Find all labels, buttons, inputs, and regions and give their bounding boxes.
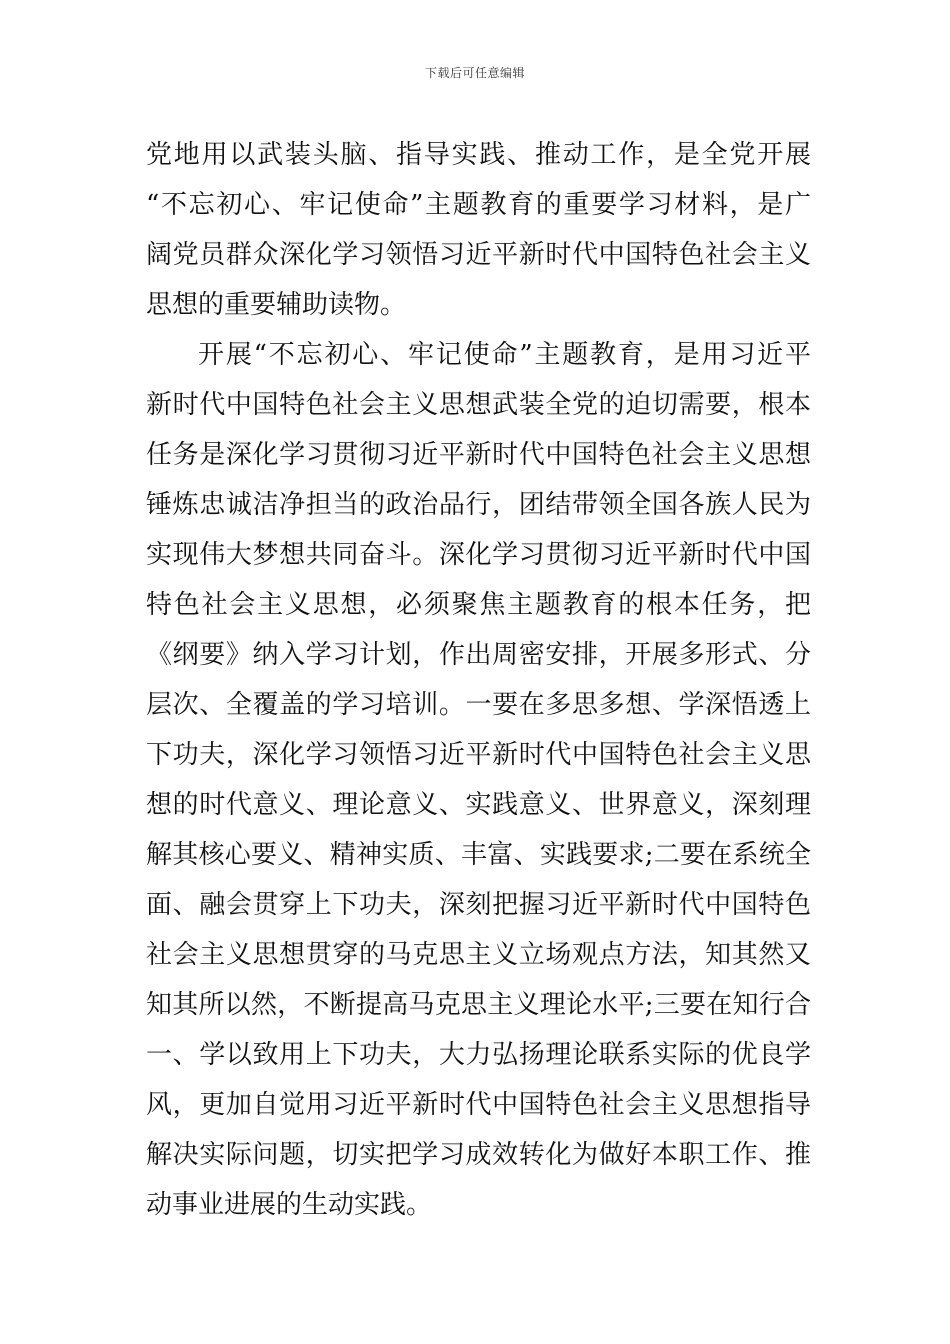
paragraph-1: [146, 130, 811, 330]
text-line: 解决实际问题，切实把学习成效转化为做好本职工作、推: [146, 1140, 811, 1170]
text-line: 层次、全覆盖的学习培训。一要在多思多想、学深悟透上: [146, 690, 811, 720]
text-line: 党地用以武装头脑、指导实践、推动工作，是全党开展: [146, 140, 811, 170]
document-body: [146, 130, 811, 1230]
text-line: 思想的重要辅助读物。: [146, 290, 407, 320]
text-line: 开展“不忘初心、牢记使命”主题教育，是用习近平: [198, 340, 811, 370]
text-line: 任务是深化学习贯彻习近平新时代中国特色社会主义思想: [146, 440, 811, 470]
text-line: 面、融会贯穿上下功夫，深刻把握习近平新时代中国特色: [146, 890, 811, 920]
paragraph-2: [146, 330, 811, 1230]
text-line: 实现伟大梦想共同奋斗。深化学习贯彻习近平新时代中国: [146, 540, 811, 570]
text-line: 风，更加自觉用习近平新时代中国特色社会主义思想指导: [146, 1090, 811, 1120]
text-line: 解其核心要义、精神实质、丰富、实践要求;二要在系统全: [146, 840, 811, 870]
text-line: 想的时代意义、理论意义、实践意义、世界意义，深刻理: [146, 790, 811, 820]
text-line: 阔党员群众深化学习领悟习近平新时代中国特色社会主义: [146, 240, 811, 270]
text-line: 下功夫，深化学习领悟习近平新时代中国特色社会主义思: [146, 740, 811, 770]
text-line: “不忘初心、牢记使命”主题教育的重要学习材料，是广: [146, 190, 811, 220]
text-line: 动事业进展的生动实践。: [146, 1190, 433, 1220]
text-line: 新时代中国特色社会主义思想武装全党的迫切需要，根本: [146, 390, 811, 420]
text-line: 锤炼忠诚洁净担当的政治品行，团结带领全国各族人民为: [146, 490, 811, 520]
text-line: 一、学以致用上下功夫，大力弘扬理论联系实际的优良学: [146, 1040, 811, 1070]
text-line: 特色社会主义思想，必须聚焦主题教育的根本任务，把: [146, 590, 811, 620]
text-line: 《纲要》纳入学习计划，作出周密安排，开展多形式、分: [146, 640, 811, 670]
page-header-note: 下载后可任意编辑: [424, 66, 525, 80]
text-line: 知其所以然，不断提高马克思主义理论水平;三要在知行合: [146, 990, 811, 1020]
text-line: 社会主义思想贯穿的马克思主义立场观点方法，知其然又: [146, 940, 811, 970]
